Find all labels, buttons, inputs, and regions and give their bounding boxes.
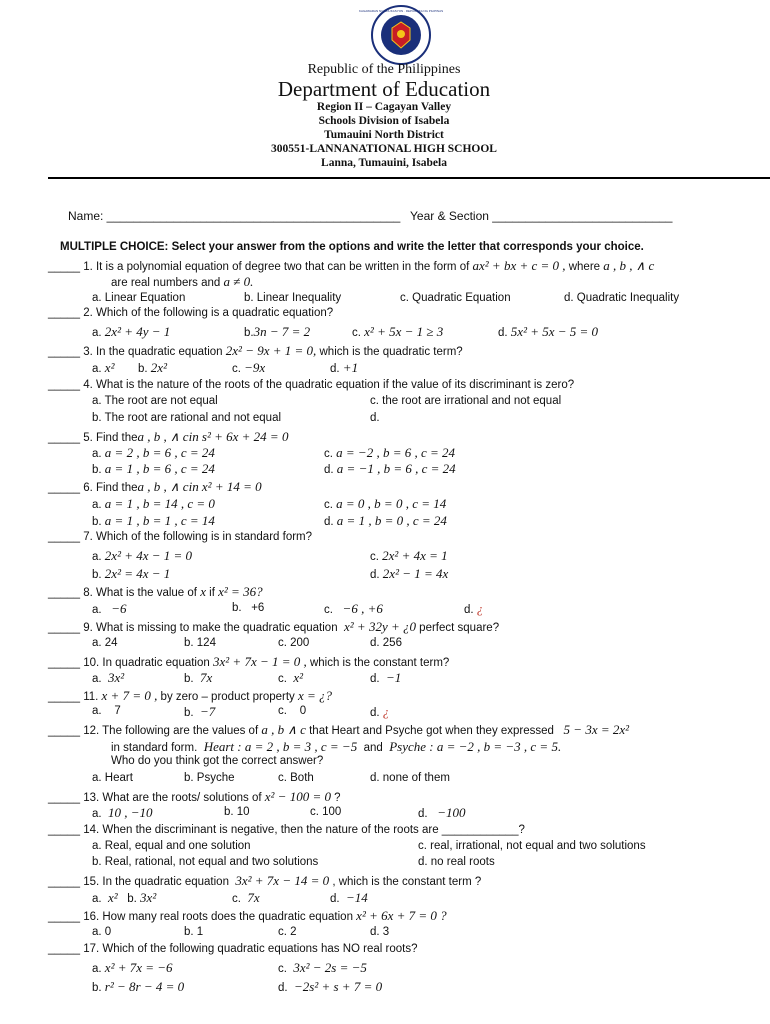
question-text: in standard form. <box>111 742 198 754</box>
option-b: b. Psyche <box>184 772 235 784</box>
option-math: a = 1 , b = 1 , c = 14 <box>104 513 215 528</box>
question-text-tail: by zero – product property <box>157 691 295 703</box>
option-d: d. 3 <box>370 926 390 938</box>
option-a <box>92 805 153 822</box>
answer-blank[interactable]: _____ <box>48 379 80 391</box>
option-letter: d. <box>370 673 380 685</box>
question-16 <box>48 908 447 925</box>
option-math: a = 1 , b = 14 , c = 0 <box>104 496 215 511</box>
option-math: r² − 8r − 4 = 0 <box>104 979 185 994</box>
option-a <box>92 324 170 341</box>
question-4 <box>48 378 574 393</box>
question-text: 10. In quadratic equation <box>83 657 210 669</box>
question-text-tail: perfect square? <box>415 622 500 634</box>
option-letter: a. <box>92 327 102 339</box>
option-math: 7x <box>247 890 260 905</box>
question-text: 13. What are the roots/ solutions of <box>83 792 262 804</box>
option-math: x² + 7x = −6 <box>104 960 173 975</box>
option-letter: c. <box>278 963 287 975</box>
option-letter: b. <box>92 464 102 476</box>
answer-blank[interactable]: _____ <box>48 691 80 703</box>
question-text: 5. Find the <box>83 432 138 444</box>
option-letter: c. <box>278 673 287 685</box>
option-d: d. 256 <box>370 637 402 649</box>
option-letter: b. <box>138 363 148 375</box>
math-expression: x² + 6x + 7 = 0 ? <box>356 908 447 923</box>
math-expression: s² + 6x + 24 = 0 <box>201 429 289 444</box>
option-letter: b. <box>184 707 194 719</box>
option-d: d. <box>370 412 380 424</box>
option-b <box>92 513 215 530</box>
answer-blank[interactable]: _____ <box>48 261 80 273</box>
answer-blank[interactable]: _____ <box>48 531 80 543</box>
question-text-tail: which is the quadratic term? <box>316 346 463 358</box>
option-math: a = 0 , b = 0 , c = 14 <box>336 496 447 511</box>
answer-blank[interactable]: _____ <box>48 346 80 358</box>
question-2 <box>48 306 333 321</box>
option-d <box>370 670 401 687</box>
question-text: and <box>363 742 383 754</box>
answer-blank[interactable]: _____ <box>48 657 80 669</box>
math-expression: x² + 14 = 0 <box>201 479 262 494</box>
math-expression: x² + 32y + ¿0 <box>344 619 416 634</box>
math-expression: x <box>200 584 206 599</box>
option-d: d. Quadratic Inequality <box>564 292 680 304</box>
option-value: +6 <box>251 602 265 614</box>
option-a: a. 0 <box>92 926 112 938</box>
question-text-tail: in <box>188 479 199 494</box>
math-expression: a , b ∧ c <box>261 722 306 737</box>
option-a <box>92 360 114 377</box>
option-math: 10 , −10 <box>107 805 153 820</box>
question-10 <box>48 654 449 671</box>
option-letter: d. <box>324 516 334 528</box>
instructions: MULTIPLE CHOICE: Select your answer from the options and write the letter that corresponds your choice. <box>60 241 644 253</box>
option-a: a. Real, equal and one solution <box>92 840 251 852</box>
option-math: x² <box>104 360 115 375</box>
option-math: +1 <box>342 360 359 375</box>
option-letter: a. <box>92 893 102 905</box>
answer-blank[interactable]: _____ <box>48 482 80 494</box>
option-letter: a. <box>92 673 102 685</box>
option-letter: b. <box>92 516 102 528</box>
math-expression: 3x² + 7x − 14 = 0 <box>235 873 330 888</box>
option-d <box>324 461 456 478</box>
year-section-field[interactable]: Year & Section ___________________________ <box>410 209 673 223</box>
option-d <box>498 324 598 341</box>
option-letter: d. <box>498 327 508 339</box>
option-math: a = 1 , b = 6 , c = 24 <box>104 461 215 476</box>
option-c: c. 2 <box>278 926 297 938</box>
answer-blank[interactable]: _____ <box>48 792 80 804</box>
question-text: 16. How many real roots does the quadratic equation <box>83 911 353 923</box>
option-b <box>92 979 184 996</box>
option-a <box>92 960 173 977</box>
option-letter: d. <box>464 604 474 616</box>
option-math: 3x² <box>107 670 125 685</box>
option-letter: c. <box>278 705 287 717</box>
option-letter: c. <box>324 604 333 616</box>
question-1-cont <box>111 274 253 291</box>
option-c: c. the root are irrational and not equal <box>370 395 562 407</box>
option-math: 5x² + 5x − 5 = 0 <box>510 324 599 339</box>
region-label: Region II – Cagayan Valley <box>316 101 452 113</box>
option-letter: a. <box>92 363 102 375</box>
option-letter: a. <box>92 705 102 717</box>
option-a <box>92 670 124 687</box>
question-text: 12. The following are the values of <box>83 725 259 737</box>
option-letter: c. <box>232 893 241 905</box>
option-letter: b. <box>244 327 254 339</box>
math-expression: a , b , ∧ c <box>603 258 655 273</box>
question-17 <box>48 942 418 957</box>
option-b <box>92 566 170 583</box>
option-letter: b. <box>92 569 102 581</box>
question-text-tail: where <box>568 261 601 273</box>
question-13 <box>48 789 341 806</box>
option-math: a = −2 , b = 6 , c = 24 <box>336 445 456 460</box>
math-expression: Heart : a = 2 , b = 3 , c = −5 <box>203 739 358 754</box>
question-11 <box>48 688 332 705</box>
option-letter: c. <box>324 499 333 511</box>
option-math: a = 1 , b = 0 , c = 24 <box>336 513 447 528</box>
option-letter: d. <box>370 569 380 581</box>
answer-blank[interactable]: _____ <box>48 911 80 923</box>
answer-blank[interactable]: _____ <box>48 432 80 444</box>
option-a: a. Linear Equation <box>92 292 186 304</box>
question-text-tail: ? <box>330 792 341 804</box>
option-math: a = 2 , b = 6 , c = 24 <box>104 445 215 460</box>
option-letter: a. <box>92 604 102 616</box>
question-3 <box>48 343 463 360</box>
question-12-prompt: Who do you think got the correct answer? <box>111 755 324 767</box>
question-text: 9. What is missing to make the quadratic equation <box>83 622 338 634</box>
option-math: 2x² + 4y − 1 <box>104 324 171 339</box>
question-text: 17. Which of the following quadratic equations has NO real roots? <box>83 943 418 955</box>
option-math: −2s² + s + 7 = 0 <box>293 979 383 994</box>
option-b: b. 1 <box>184 926 204 938</box>
question-text: 14. When the discriminant is negative, then the nature of the roots are ____________? <box>83 824 525 836</box>
option-b <box>244 324 310 341</box>
option-letter: a. <box>92 551 102 563</box>
question-9 <box>48 619 499 636</box>
option-math: 3x² − 2s = −5 <box>293 960 367 975</box>
option-c <box>278 670 303 687</box>
division-label: Schools Division of Isabela <box>318 115 450 127</box>
option-b <box>184 670 212 687</box>
option-letter: b. <box>92 982 102 994</box>
option-a <box>92 601 126 618</box>
question-text: 2. Which of the following is a quadratic equation? <box>83 307 334 319</box>
option-c: c. Both <box>278 772 314 784</box>
option-c: c. Quadratic Equation <box>400 292 511 304</box>
option-a: a. The root are not equal <box>92 395 218 407</box>
option-c <box>232 890 260 907</box>
republic-title: Republic of the Philippines <box>307 62 461 77</box>
option-math: ¿ <box>382 704 390 719</box>
option-letter: c. <box>324 448 333 460</box>
option-letter: b. <box>127 893 137 905</box>
option-letter: d. <box>330 363 340 375</box>
math-expression: 2x² − 9x + 1 = 0, <box>225 343 317 358</box>
question-text: 4. What is the nature of the roots of the quadratic equation if the value of its discriminant is zero? <box>83 379 575 391</box>
option-math: 2x² + 4x = 1 <box>382 548 448 563</box>
option-math: 3n − 7 = 2 <box>253 324 311 339</box>
option-c <box>278 704 306 719</box>
option-math: 2x² <box>150 360 167 375</box>
question-7 <box>48 530 312 545</box>
question-text-tail: that Heart and Psyche got when they expressed <box>305 725 554 737</box>
option-math: 3x² <box>140 890 157 905</box>
option-letter: a. <box>92 448 102 460</box>
name-field[interactable]: Name: ____________________________________________ <box>68 209 401 223</box>
option-b: b. 10 <box>224 806 250 818</box>
option-a <box>92 890 156 907</box>
answer-blank[interactable]: _____ <box>48 725 80 737</box>
question-text: 8. What is the value of <box>83 587 197 599</box>
header-divider <box>48 177 770 179</box>
option-c: c. 200 <box>278 637 310 649</box>
math-expression: x + 7 = 0 , <box>101 688 158 703</box>
option-b <box>138 360 167 377</box>
option-b: b. 124 <box>184 637 216 649</box>
question-5 <box>48 429 288 446</box>
answer-blank[interactable]: _____ <box>48 622 80 634</box>
option-math: −14 <box>345 890 368 905</box>
question-12 <box>48 722 629 739</box>
answer-blank[interactable]: _____ <box>48 587 80 599</box>
option-letter: d. <box>370 707 380 719</box>
option-c: c. 100 <box>310 806 342 818</box>
option-letter: d. <box>278 982 288 994</box>
option-d <box>324 513 447 530</box>
option-d <box>370 566 448 583</box>
option-d <box>418 805 465 822</box>
question-text: 6. Find the <box>83 482 138 494</box>
seal-lettering: KAGAWARAN NG EDUKASYON · REPUBLIKA NG PILIPINAS <box>358 9 444 13</box>
option-a: a. 24 <box>92 637 118 649</box>
answer-blank[interactable]: _____ <box>48 307 80 319</box>
option-math: 2x² − 1 = 4x <box>382 566 449 581</box>
option-c <box>324 496 446 513</box>
option-d <box>370 704 389 721</box>
option-math: x² <box>107 890 118 905</box>
option-a <box>92 548 192 565</box>
option-c <box>324 445 455 462</box>
option-d <box>464 601 483 618</box>
option-math: −9x <box>244 360 266 375</box>
answer-blank[interactable]: _____ <box>48 943 80 955</box>
option-c <box>352 324 443 341</box>
question-text: are real numbers and <box>111 277 221 289</box>
option-letter: a. <box>92 499 102 511</box>
option-math: −6 , +6 <box>342 601 383 616</box>
option-b: b. Linear Inequality <box>244 292 342 304</box>
option-d: d. none of them <box>370 772 450 784</box>
option-c <box>324 601 383 618</box>
question-text-tail: in <box>188 429 199 444</box>
option-math: −1 <box>385 670 402 685</box>
math-expression: Psyche : a = −2 , b = −3 , c = 5. <box>389 739 562 754</box>
question-text-tail: which is the constant term? <box>306 657 450 669</box>
question-text: 1. It is a polynomial equation of degree two that can be written in the form of <box>83 261 470 273</box>
option-letter: c. <box>232 363 241 375</box>
department-title: Department of Education <box>277 77 491 101</box>
question-1 <box>48 258 654 275</box>
option-b: b. Real, rational, not equal and two solutions <box>92 856 319 868</box>
option-letter: b. <box>232 602 242 614</box>
deped-seal <box>358 4 444 69</box>
math-expression: a , b , ∧ c <box>137 429 189 444</box>
question-text: 7. Which of the following is in standard form? <box>83 531 313 543</box>
option-math: x² <box>293 670 304 685</box>
math-expression: a ≠ 0. <box>223 274 254 289</box>
math-expression: x = ¿? <box>298 688 333 703</box>
option-math: 2x² = 4x − 1 <box>104 566 171 581</box>
option-letter: b. <box>184 673 194 685</box>
option-c: c. real, irrational, not equal and two solutions <box>418 840 646 852</box>
option-a <box>92 496 215 513</box>
question-8 <box>48 584 263 601</box>
option-letter: c. <box>352 327 361 339</box>
option-math: 7x <box>199 670 213 685</box>
district-label: Tumauini North District <box>324 129 444 141</box>
option-b: b. The root are rational and not equal <box>92 412 282 424</box>
option-math: ¿ <box>476 601 484 616</box>
option-b <box>232 601 264 616</box>
answer-blank[interactable]: _____ <box>48 824 80 836</box>
question-15 <box>48 873 481 890</box>
option-letter: d. <box>330 893 340 905</box>
option-b <box>92 461 215 478</box>
option-c <box>232 360 265 377</box>
question-text-tail: , which is the constant term ? <box>329 876 482 888</box>
option-d <box>330 890 368 907</box>
option-letter: d. <box>324 464 334 476</box>
option-b <box>184 704 215 721</box>
option-a <box>92 704 121 719</box>
option-d: d. no real roots <box>418 856 495 868</box>
option-a: a. Heart <box>92 772 133 784</box>
math-expression: x² = 36? <box>218 584 263 599</box>
question-text: 15. In the quadratic equation <box>83 876 229 888</box>
answer-blank[interactable]: _____ <box>48 876 80 888</box>
question-6 <box>48 479 262 496</box>
math-expression: 5 − 3x = 2x² <box>563 722 630 737</box>
option-math: −7 <box>199 704 216 719</box>
option-letter: d. <box>418 808 428 820</box>
option-c <box>278 960 367 977</box>
math-expression: ax² + bx + c = 0 , <box>472 258 566 273</box>
question-14 <box>48 823 525 838</box>
option-math: −100 <box>437 805 466 820</box>
question-text: 11. <box>83 691 99 703</box>
question-text-tail: if <box>205 587 215 599</box>
option-value: 0 <box>299 705 307 717</box>
option-letter: a. <box>92 963 102 975</box>
address-label: Lanna, Tumauini, Isabela <box>321 157 447 169</box>
option-d <box>278 979 382 996</box>
option-math: x² + 5x − 1 ≥ 3 <box>364 324 444 339</box>
option-d <box>330 360 358 377</box>
option-math: 2x² + 4x − 1 = 0 <box>104 548 193 563</box>
math-expression: a , b , ∧ c <box>137 479 189 494</box>
question-text: 3. In the quadratic equation <box>83 346 223 358</box>
option-letter: a. <box>92 808 102 820</box>
option-math: −6 <box>111 601 127 616</box>
math-expression: 3x² + 7x − 1 = 0 , <box>213 654 307 669</box>
option-math: a = −1 , b = 6 , c = 24 <box>336 461 456 476</box>
school-label: 300551-LANNANATIONAL HIGH SCHOOL <box>271 143 497 155</box>
option-letter: c. <box>370 551 379 563</box>
math-expression: x² − 100 = 0 <box>264 789 331 804</box>
option-value: 7 <box>114 705 121 717</box>
option-c <box>370 548 448 565</box>
option-a <box>92 445 215 462</box>
